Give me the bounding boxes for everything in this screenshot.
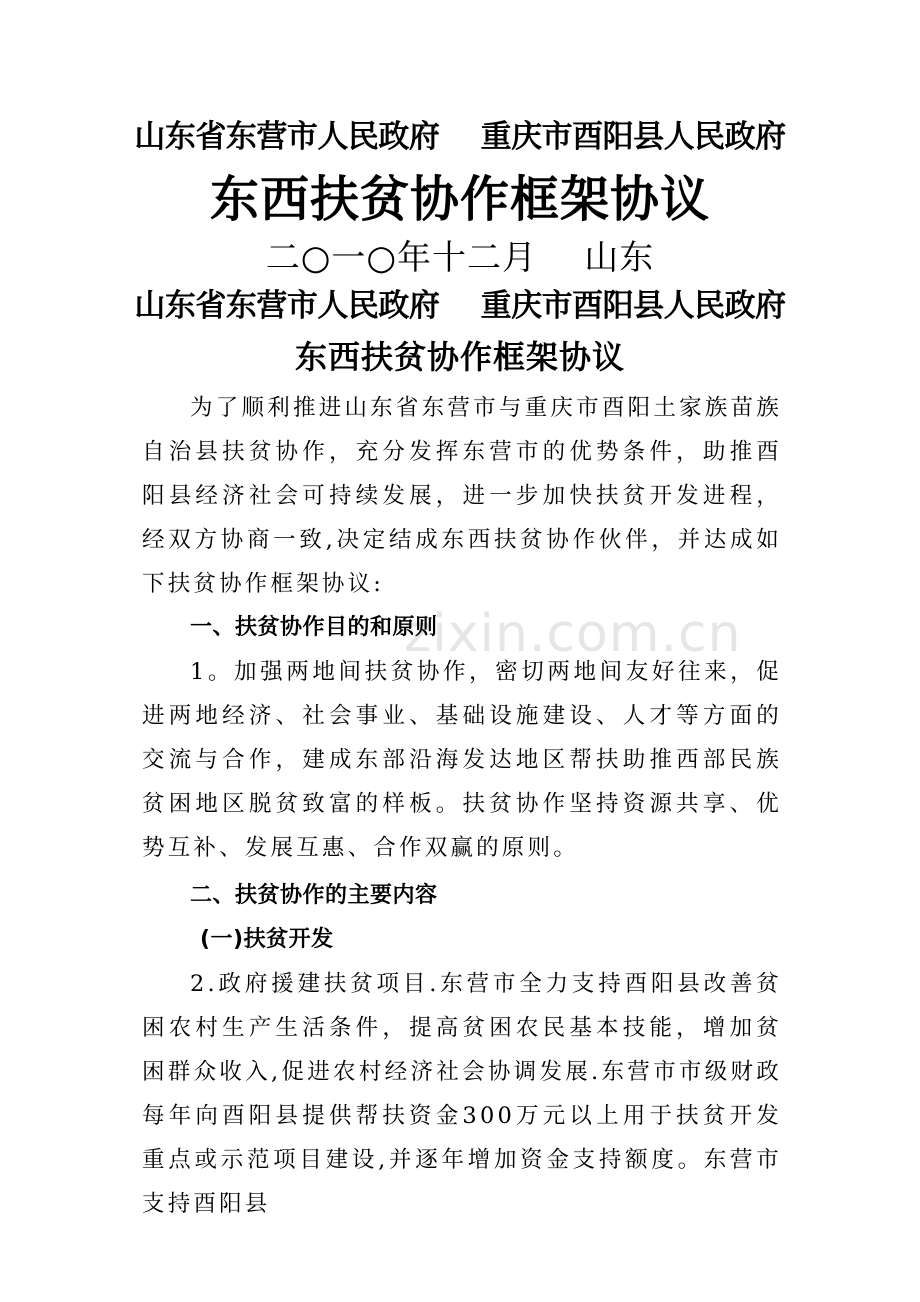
parties-line-repeat: 山东省东营市人民政府 重庆市酉阳县人民政府 — [134, 288, 786, 324]
document-title-repeat: 东西扶贫协作框架协议 — [294, 338, 625, 376]
section-1-paragraph: 1。加强两地间扶贫协作，密切两地间友好往来，促进两地经济、社会事业、基础设施建设、人才等方面的交流与合作，建成东部沿海发达地区帮扶助推西部民族贫困地区脱贫致富的样板。扶贫协作坚持资源共享、优势互补、发展互惠、合作双赢的原则。 — [142, 659, 782, 861]
document-title: 东西扶贫协作框架协议 — [209, 171, 710, 228]
section-2-paragraph: 2.政府援建扶贫项目.东营市全力支持酉阳县改善贫困农村生产生活条件，提高贫困农民基本技能，增加贫困群众收入,促进农村经济社会协调发展.东营市市级财政每年向酉阳县提供帮扶资金300万元以上用于扶贫开发重点或示范项目建设,并逐年增加资金支持额度。东营市支持酉阳县 — [142, 971, 782, 1217]
section-2-heading: 二、扶贫协作的主要内容 — [190, 883, 438, 908]
preamble-paragraph: 为了顺利推进山东省东营市与重庆市酉阳土家族苗族自治县扶贫协作，充分发挥东营市的优势条件，助推酉阳县经济社会可持续发展，进一步加快扶贫开发进程，经双方协商一致,决定结成东西扶贫协作伙伴，并达成如下扶贫协作框架协议: — [142, 395, 782, 597]
parties-line: 山东省东营市人民政府 重庆市酉阳县人民政府 — [134, 119, 786, 155]
section-1-heading: 一、扶贫协作目的和原则 — [190, 615, 438, 640]
section-2-subheading: (一)扶贫开发 — [200, 927, 334, 952]
date-place-line: 二○一○年十二月 山东 — [265, 238, 655, 278]
watermark: zixin.com.cn — [404, 604, 742, 664]
